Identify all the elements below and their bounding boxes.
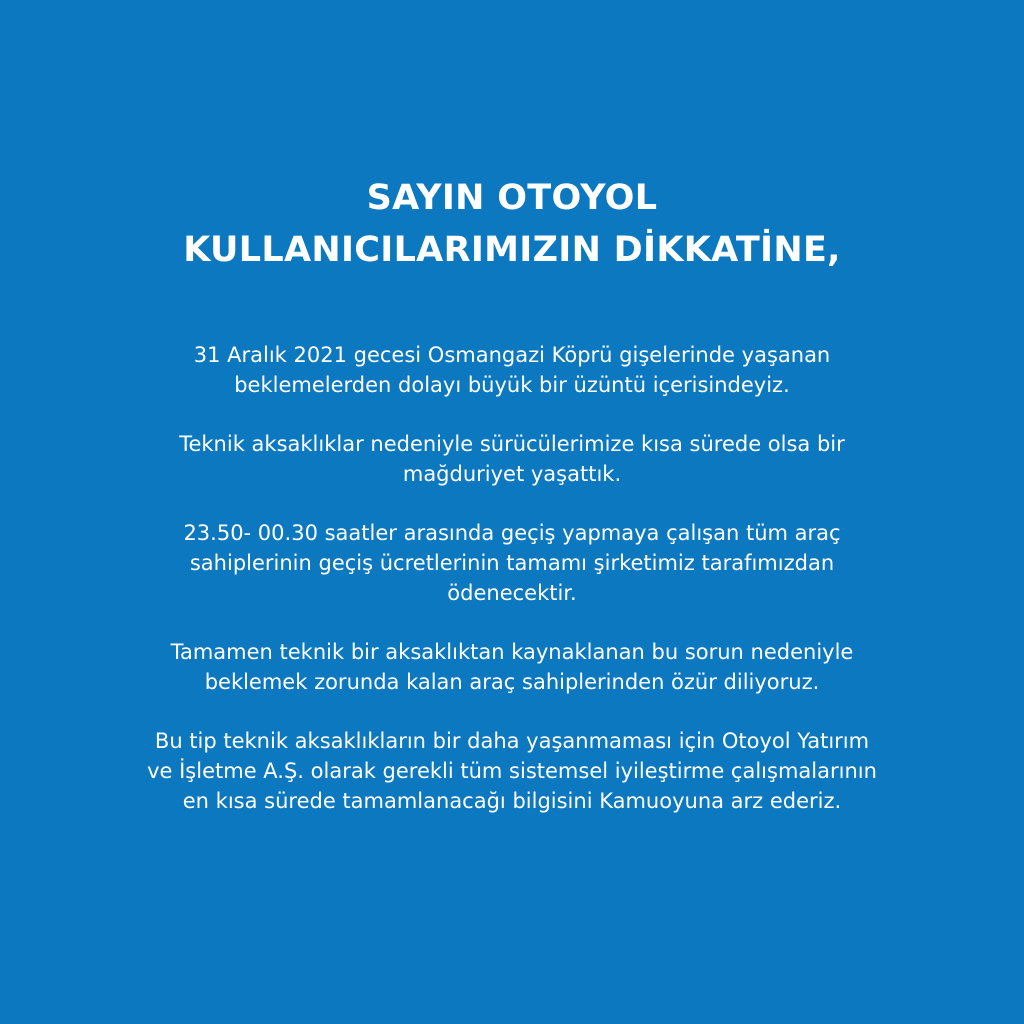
paragraph-apology	[40, 340, 984, 400]
paragraph-line: en kısa sürede tamamlanacağı bilgisini Kamuoyuna arz ederiz.	[182, 789, 842, 813]
paragraph-line: ödenecektir.	[447, 581, 577, 605]
paragraph-refund	[40, 518, 984, 608]
paragraph-improvements	[40, 726, 984, 816]
paragraph-line: Tamamen teknik bir aksaklıktan kaynaklanan bu sorun nedeniyle	[170, 640, 854, 664]
title-line-2: KULLANICILARIMIZIN DİKKATİNE,	[183, 230, 841, 270]
paragraph-line: mağduriyet yaşattık.	[402, 462, 622, 486]
paragraph-line: beklemelerden dolayı büyük bir üzüntü içerisindeyiz.	[234, 373, 790, 397]
title-line-1: SAYIN OTOYOL	[366, 178, 658, 218]
paragraph-technical-issue	[40, 429, 984, 489]
announcement-body	[40, 340, 984, 845]
paragraph-line: Teknik aksaklıklar nedeniyle sürücülerimize kısa sürede olsa bir	[179, 432, 845, 456]
paragraph-apology-owners	[40, 637, 984, 697]
paragraph-line: 23.50- 00.30 saatler arasında geçiş yapmaya çalışan tüm araç	[183, 521, 841, 545]
paragraph-line: ve İşletme A.Ş. olarak gerekli tüm sistemsel iyileştirme çalışmalarının	[147, 759, 877, 783]
paragraph-line: 31 Aralık 2021 gecesi Osmangazi Köprü gişelerinde yaşanan	[193, 343, 831, 367]
paragraph-line: sahiplerinin geçiş ücretlerinin tamamı şirketimiz tarafımızdan	[189, 551, 835, 575]
paragraph-line: beklemek zorunda kalan araç sahiplerinden özür diliyoruz.	[204, 670, 820, 694]
announcement-title	[60, 172, 964, 276]
paragraph-line: Bu tip teknik aksaklıkların bir daha yaşanmaması için Otoyol Yatırım	[154, 729, 870, 753]
